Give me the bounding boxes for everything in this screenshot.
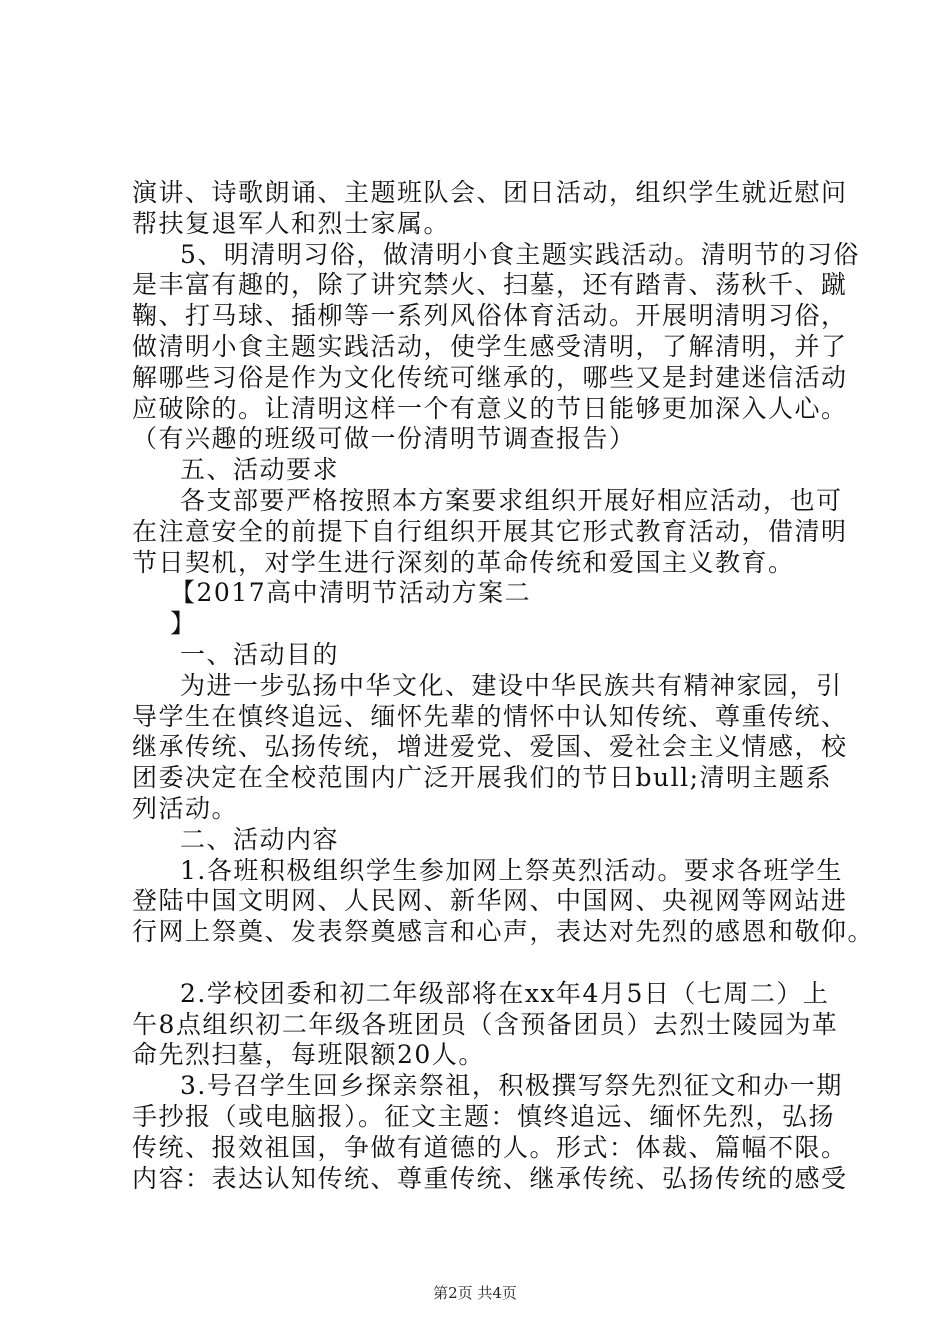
- text-line: 鞠、打马球、插柳等一系列风俗体育活动。开展明清明习俗，: [132, 301, 848, 331]
- document-body: [132, 178, 875, 1194]
- text-line: 1.各班积极组织学生参加网上祭英烈活动。要求各班学生: [180, 855, 843, 885]
- text-line: 内容：表达认知传统、尊重传统、继承传统、弘扬传统的感受: [132, 1163, 848, 1193]
- text-line: 5、明清明习俗，做清明小食主题实践活动。清明节的习俗: [180, 239, 860, 269]
- text-line: 解哪些习俗是作为文化传统可继承的，哪些又是封建迷信活动: [132, 362, 848, 392]
- page-footer: [0, 1283, 950, 1303]
- text-line: 传统、报效祖国，争做有道德的人。形式：体裁、篇幅不限。: [132, 1132, 848, 1162]
- text-line: 命先烈扫墓，每班限额20人。: [132, 1040, 485, 1070]
- section-heading: 二、活动内容: [180, 824, 340, 854]
- page-number: 第2页 共4页: [433, 1284, 517, 1302]
- text-line: 继承传统、弘扬传统，增进爱党、爱国、爱社会主义情感，校: [132, 732, 848, 762]
- text-line: 演讲、诗歌朗诵、主题班队会、团日活动，组织学生就近慰问: [132, 178, 848, 207]
- text-line: 2.学校团委和初二年级部将在xx年4月5日（七周二）上: [180, 978, 830, 1008]
- text-line: 行网上祭奠、发表祭奠感言和心声，表达对先烈的感恩和敬仰。: [132, 917, 875, 947]
- text-line: 帮扶复退军人和烈士家属。: [132, 208, 451, 238]
- text-line: 午8点组织初二年级各班团员（含预备团员）去烈士陵园为革: [132, 1009, 839, 1039]
- text-line: 在注意安全的前提下自行组织开展其它形式教育活动，借清明: [132, 516, 848, 546]
- text-line: 登陆中国文明网、人民网、新华网、中国网、央视网等网站进: [132, 886, 848, 916]
- section-heading: 一、活动目的: [180, 639, 340, 669]
- text-line: 列活动。: [132, 793, 239, 823]
- text-line: 手抄报（或电脑报）。征文主题：慎终追远、缅怀先烈，弘扬: [132, 1101, 836, 1131]
- text-line: 节日契机，对学生进行深刻的革命传统和爱国主义教育。: [132, 547, 795, 577]
- text-line: 团委决定在全校范围内广泛开展我们的节日bull;清明主题系: [132, 763, 833, 793]
- text-line: 3.号召学生回乡探亲祭祖，积极撰写祭先烈征文和办一期: [180, 1071, 843, 1101]
- text-line: 导学生在慎终追远、缅怀先辈的情怀中认知传统、尊重传统、: [132, 701, 848, 731]
- text-line: 各支部要严格按照本方案要求组织开展好相应活动，也可: [180, 485, 843, 515]
- text-line: 是丰富有趣的，除了讲究禁火、扫墓，还有踏青、荡秋千、蹴: [132, 270, 848, 300]
- section-title-bracket: 】: [170, 609, 197, 639]
- text-line: 为进一步弘扬中华文化、建设中华民族共有精神家园，引: [180, 670, 843, 700]
- text-line: 做清明小食主题实践活动，使学生感受清明，了解清明，并了: [132, 331, 848, 361]
- text-line: （有兴趣的班级可做一份清明节调查报告）: [132, 424, 636, 454]
- section-title: 【2017高中清明节活动方案二: [170, 578, 532, 608]
- section-heading: 五、活动要求: [180, 455, 340, 485]
- text-line: 应破除的。让清明这样一个有意义的节日能够更加深入人心。: [132, 393, 848, 423]
- blank-line: [132, 948, 852, 979]
